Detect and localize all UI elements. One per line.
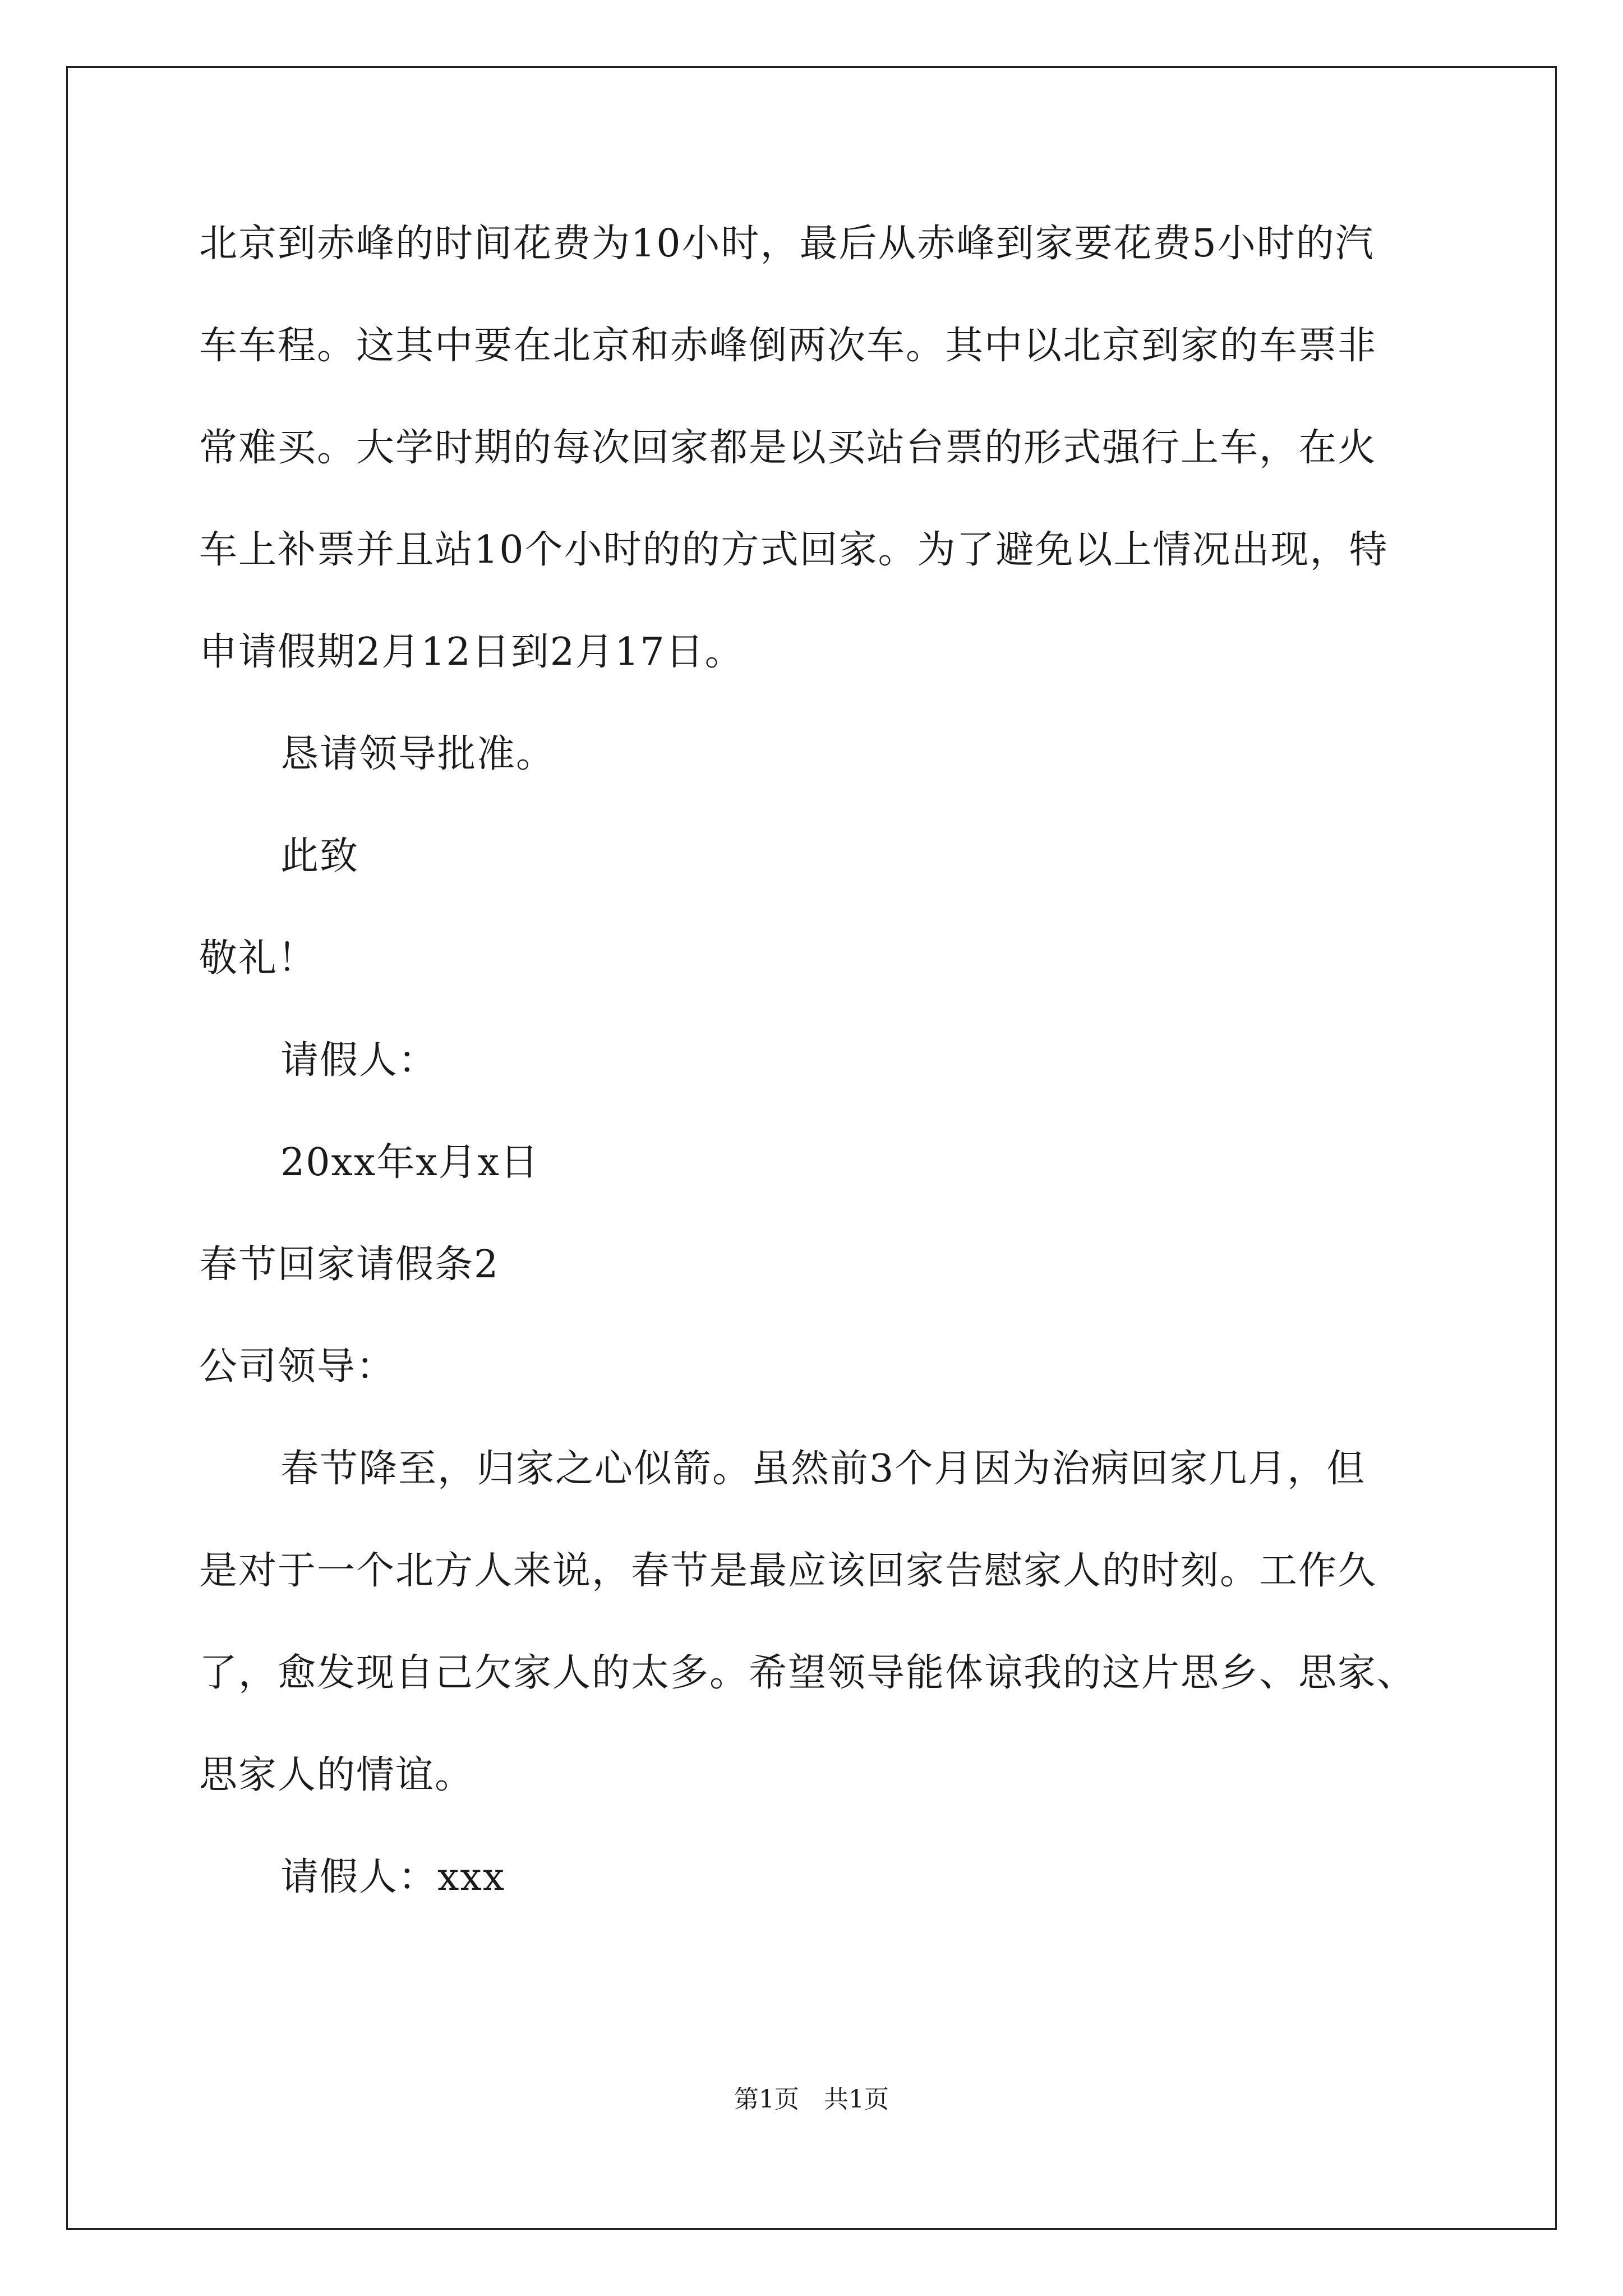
section-title: 春节回家请假条2	[199, 1243, 500, 1287]
paragraph-line: 了，愈发现自己欠家人的太多。希望领导能体谅我的这片思乡、思家、	[199, 1651, 1417, 1695]
paragraph-line: 申请假期2月12日到2月17日。	[199, 630, 744, 674]
request-line: 恳请领导批准。	[280, 732, 556, 776]
paragraph-line: 思家人的情谊。	[199, 1753, 474, 1797]
paragraph-line: 车车程。这其中要在北京和赤峰倒两次车。其中以北京到家的车票非	[199, 324, 1377, 368]
paragraph-line: 车上补票并且站10个小时的的方式回家。为了避免以上情况出现，特	[199, 528, 1389, 572]
applicant-line: 请假人：xxx	[280, 1855, 506, 1899]
date-line: 20xx年x月x日	[280, 1140, 540, 1185]
recipient-line: 公司领导：	[199, 1345, 396, 1389]
applicant-label: 请假人：	[280, 1038, 438, 1083]
page-number: 第1页 共1页	[734, 2085, 889, 2114]
closing-line: 此致	[280, 834, 359, 878]
paragraph-line: 北京到赤峰的时间花费为10小时，最后从赤峰到家要花费5小时的汽	[199, 222, 1375, 266]
paragraph-line: 是对于一个北方人来说，春节是最应该回家告慰家人的时刻。工作久	[199, 1549, 1377, 1593]
paragraph-line: 春节降至，归家之心似箭。虽然前3个月因为治病回家几月，但	[280, 1447, 1366, 1491]
paragraph-line: 常难买。大学时期的每次回家都是以买站台票的形式强行上车，在火	[199, 426, 1377, 470]
salutation-line: 敬礼！	[199, 936, 317, 981]
